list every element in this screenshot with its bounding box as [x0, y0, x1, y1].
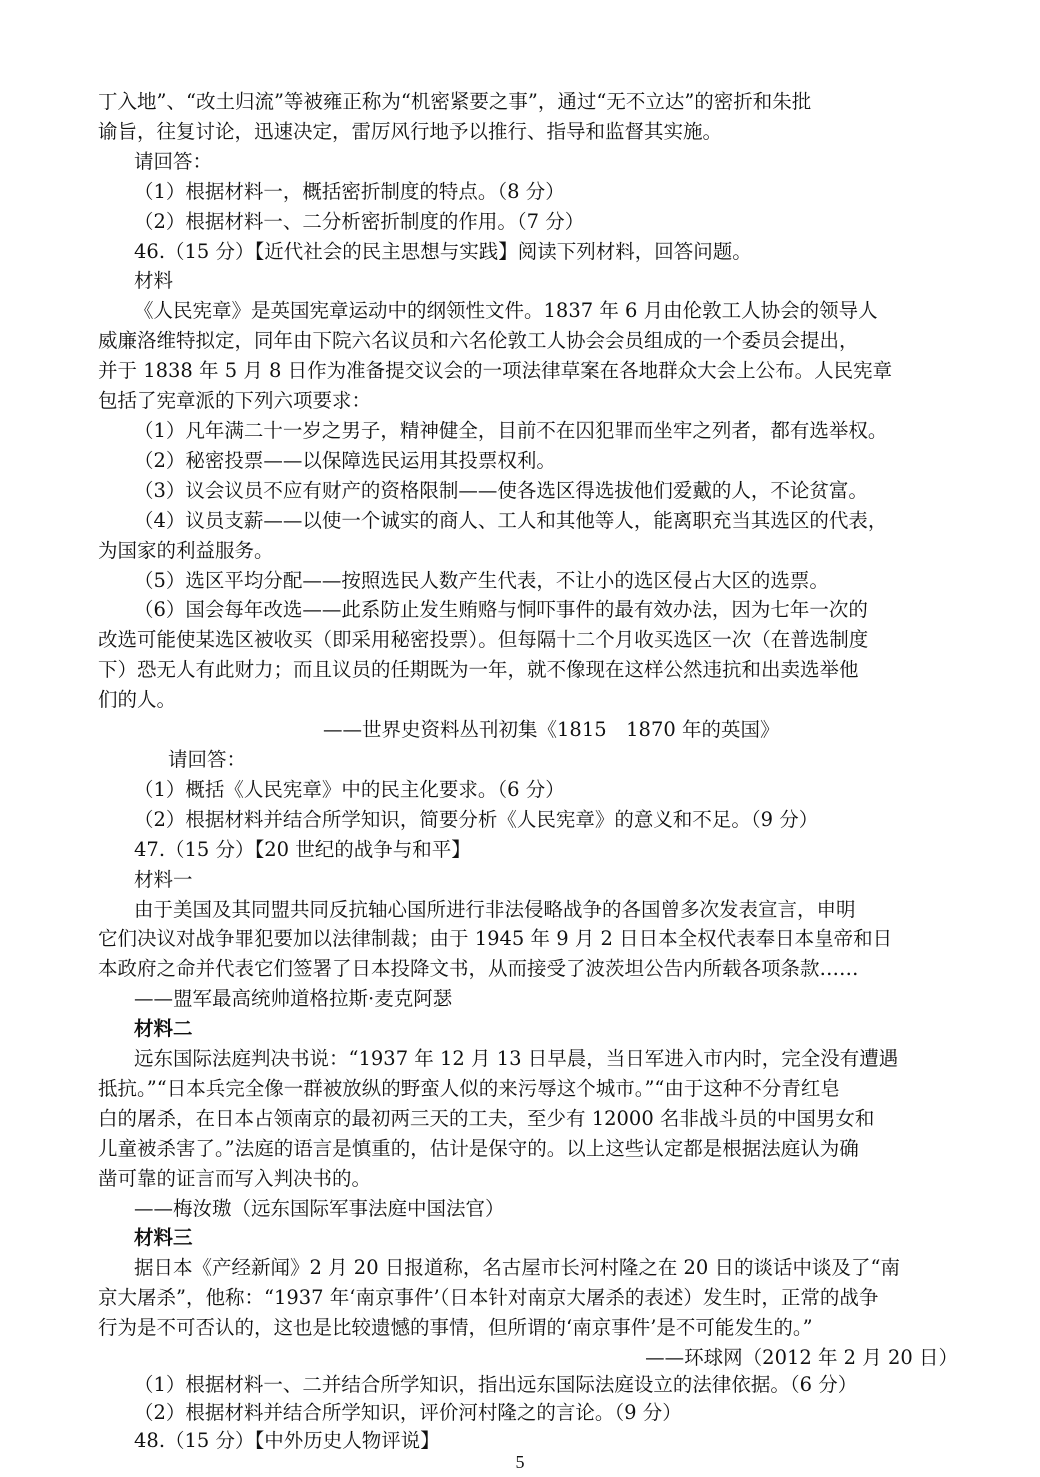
- text-line: 它们决议对战争罪犯要加以法律制裁；由于 1945 年 9 月 2 日日本全权代表奉日本皇帝和日: [98, 927, 893, 950]
- question-item: （1）根据材料一、二并结合所学知识，指出远东国际法庭设立的法律依据。（6 分）: [134, 1373, 858, 1396]
- question-item: （1）根据材料一，概括密折制度的特点。（8 分）: [134, 180, 565, 203]
- text-line: （2）秘密投票——以保障选民运用其投票权利。: [134, 449, 556, 472]
- text-line: 丁入地”、“改土归流”等被雍正称为“机密紧要之事”，通过“无不立达”的密折和朱批: [98, 90, 812, 113]
- text-line: 包括了宪章派的下列六项要求：: [98, 389, 372, 412]
- question-item: （2）根据材料并结合所学知识，评价河村隆之的言论。（9 分）: [134, 1401, 682, 1424]
- source-citation: ——环球网（2012 年 2 月 20 日）: [645, 1346, 958, 1369]
- text-line: 据日本《产经新闻》2 月 20 日报道称，名古屋市长河村隆之在 20 日的谈话中谈及了“南: [134, 1256, 900, 1279]
- text-line: 远东国际法庭判决书说：“1937 年 12 月 13 日早晨，当日军进入市内时，完全没有遭遇: [134, 1047, 899, 1070]
- question-item: （2）根据材料一、二分析密折制度的作用。（7 分）: [134, 210, 585, 233]
- text-line: 本政府之命并代表它们签署了日本投降文书，从而接受了波茨坦公告内所载各项条款……: [98, 957, 859, 980]
- material-label: 材料: [134, 269, 174, 292]
- question-item: （2）根据材料并结合所学知识，简要分析《人民宪章》的意义和不足。（9 分）: [134, 808, 819, 831]
- source-citation: ——梅汝璈（远东国际军事法庭中国法官）: [134, 1197, 505, 1220]
- text-line: 谕旨，往复讨论，迅速决定，雷厉风行地予以推行、指导和监督其实施。: [98, 120, 723, 143]
- text-line: 京大屠杀”，他称：“1937 年‘南京事件’（日本针对南京大屠杀的表述）发生时，正常的战争: [98, 1286, 879, 1309]
- text-line: 们的人。: [98, 688, 177, 711]
- text-line: 白的屠杀，在日本占领南京的最初两三天的工夫，至少有 12000 名非战斗员的中国男女和: [98, 1107, 875, 1130]
- text-line: 由于美国及其同盟共同反抗轴心国所进行非法侵略战争的各国曾多次发表宣言，申明: [134, 898, 856, 921]
- text-line: 威廉洛维特拟定，同年由下院六名议员和六名伦敦工人协会会员组成的一个委员会提出，: [98, 329, 859, 352]
- text-line: （6）国会每年改选——此系防止发生贿赂与恫吓事件的最有效办法，因为七年一次的: [134, 598, 868, 621]
- text-line: 为国家的利益服务。: [98, 539, 274, 562]
- material-label: 材料二: [134, 1017, 193, 1040]
- text-line: （5）选区平均分配——按照选民人数产生代表，不让小的选区侵占大区的选票。: [134, 569, 829, 592]
- question-item: （1）概括《人民宪章》中的民主化要求。（6 分）: [134, 778, 565, 801]
- source-citation: ——盟军最高统帅道格拉斯·麦克阿瑟: [134, 987, 453, 1010]
- text-line: 《人民宪章》是英国宪章运动中的纲领性文件。1837 年 6 月由伦敦工人协会的领导人: [134, 299, 878, 322]
- question-heading: 48.（15 分）【中外历史人物评说】: [134, 1429, 440, 1452]
- text-line: （1）凡年满二十一岁之男子，精神健全，目前不在囚犯罪而坐牢之列者，都有选举权。: [134, 419, 888, 442]
- text-line: 下）恐无人有此财力；而且议员的任期既为一年，就不像现在这样公然违抗和出卖选举他: [98, 658, 859, 681]
- text-line: 行为是不可否认的，这也是比较遗憾的事情，但所谓的‘南京事件’是不可能发生的。”: [98, 1316, 813, 1339]
- text-line: 请回答：: [134, 150, 213, 173]
- question-heading: 46.（15 分）【近代社会的民主思想与实践】阅读下列材料，回答问题。: [134, 240, 752, 263]
- text-line: （3）议会议员不应有财产的资格限制——使各选区得选拔他们爱戴的人，不论贫富。: [134, 479, 868, 502]
- material-label: 材料一: [134, 868, 193, 891]
- text-line: 儿童被杀害了。”法庭的语言是慎重的，估计是保守的。以上这些认定都是根据法庭认为确: [98, 1137, 859, 1160]
- page-number: 5: [515, 1452, 525, 1472]
- material-label: 材料三: [134, 1226, 193, 1249]
- text-line: 请回答：: [168, 748, 247, 771]
- text-line: 并于 1838 年 5 月 8 日作为准备提交议会的一项法律草案在各地群众大会上公布。人民宪章: [98, 359, 893, 382]
- text-line: 凿可靠的证言而写入判决书的。: [98, 1167, 372, 1190]
- source-citation: ——世界史资料丛刊初集《1815 1870 年的英国》: [323, 718, 780, 741]
- text-line: （4）议员支薪——以使一个诚实的商人、工人和其他等人，能离职充当其选区的代表，: [134, 509, 888, 532]
- text-line: 改选可能使某选区被收买（即采用秘密投票）。但每隔十二个月收买选区一次（在普选制度: [98, 628, 869, 651]
- text-line: 抵抗。”“日本兵完全像一群被放纵的野蛮人似的来污辱这个城市。”“由于这种不分青红皂: [98, 1077, 840, 1100]
- question-heading: 47.（15 分）【20 世纪的战争与和平】: [134, 838, 471, 861]
